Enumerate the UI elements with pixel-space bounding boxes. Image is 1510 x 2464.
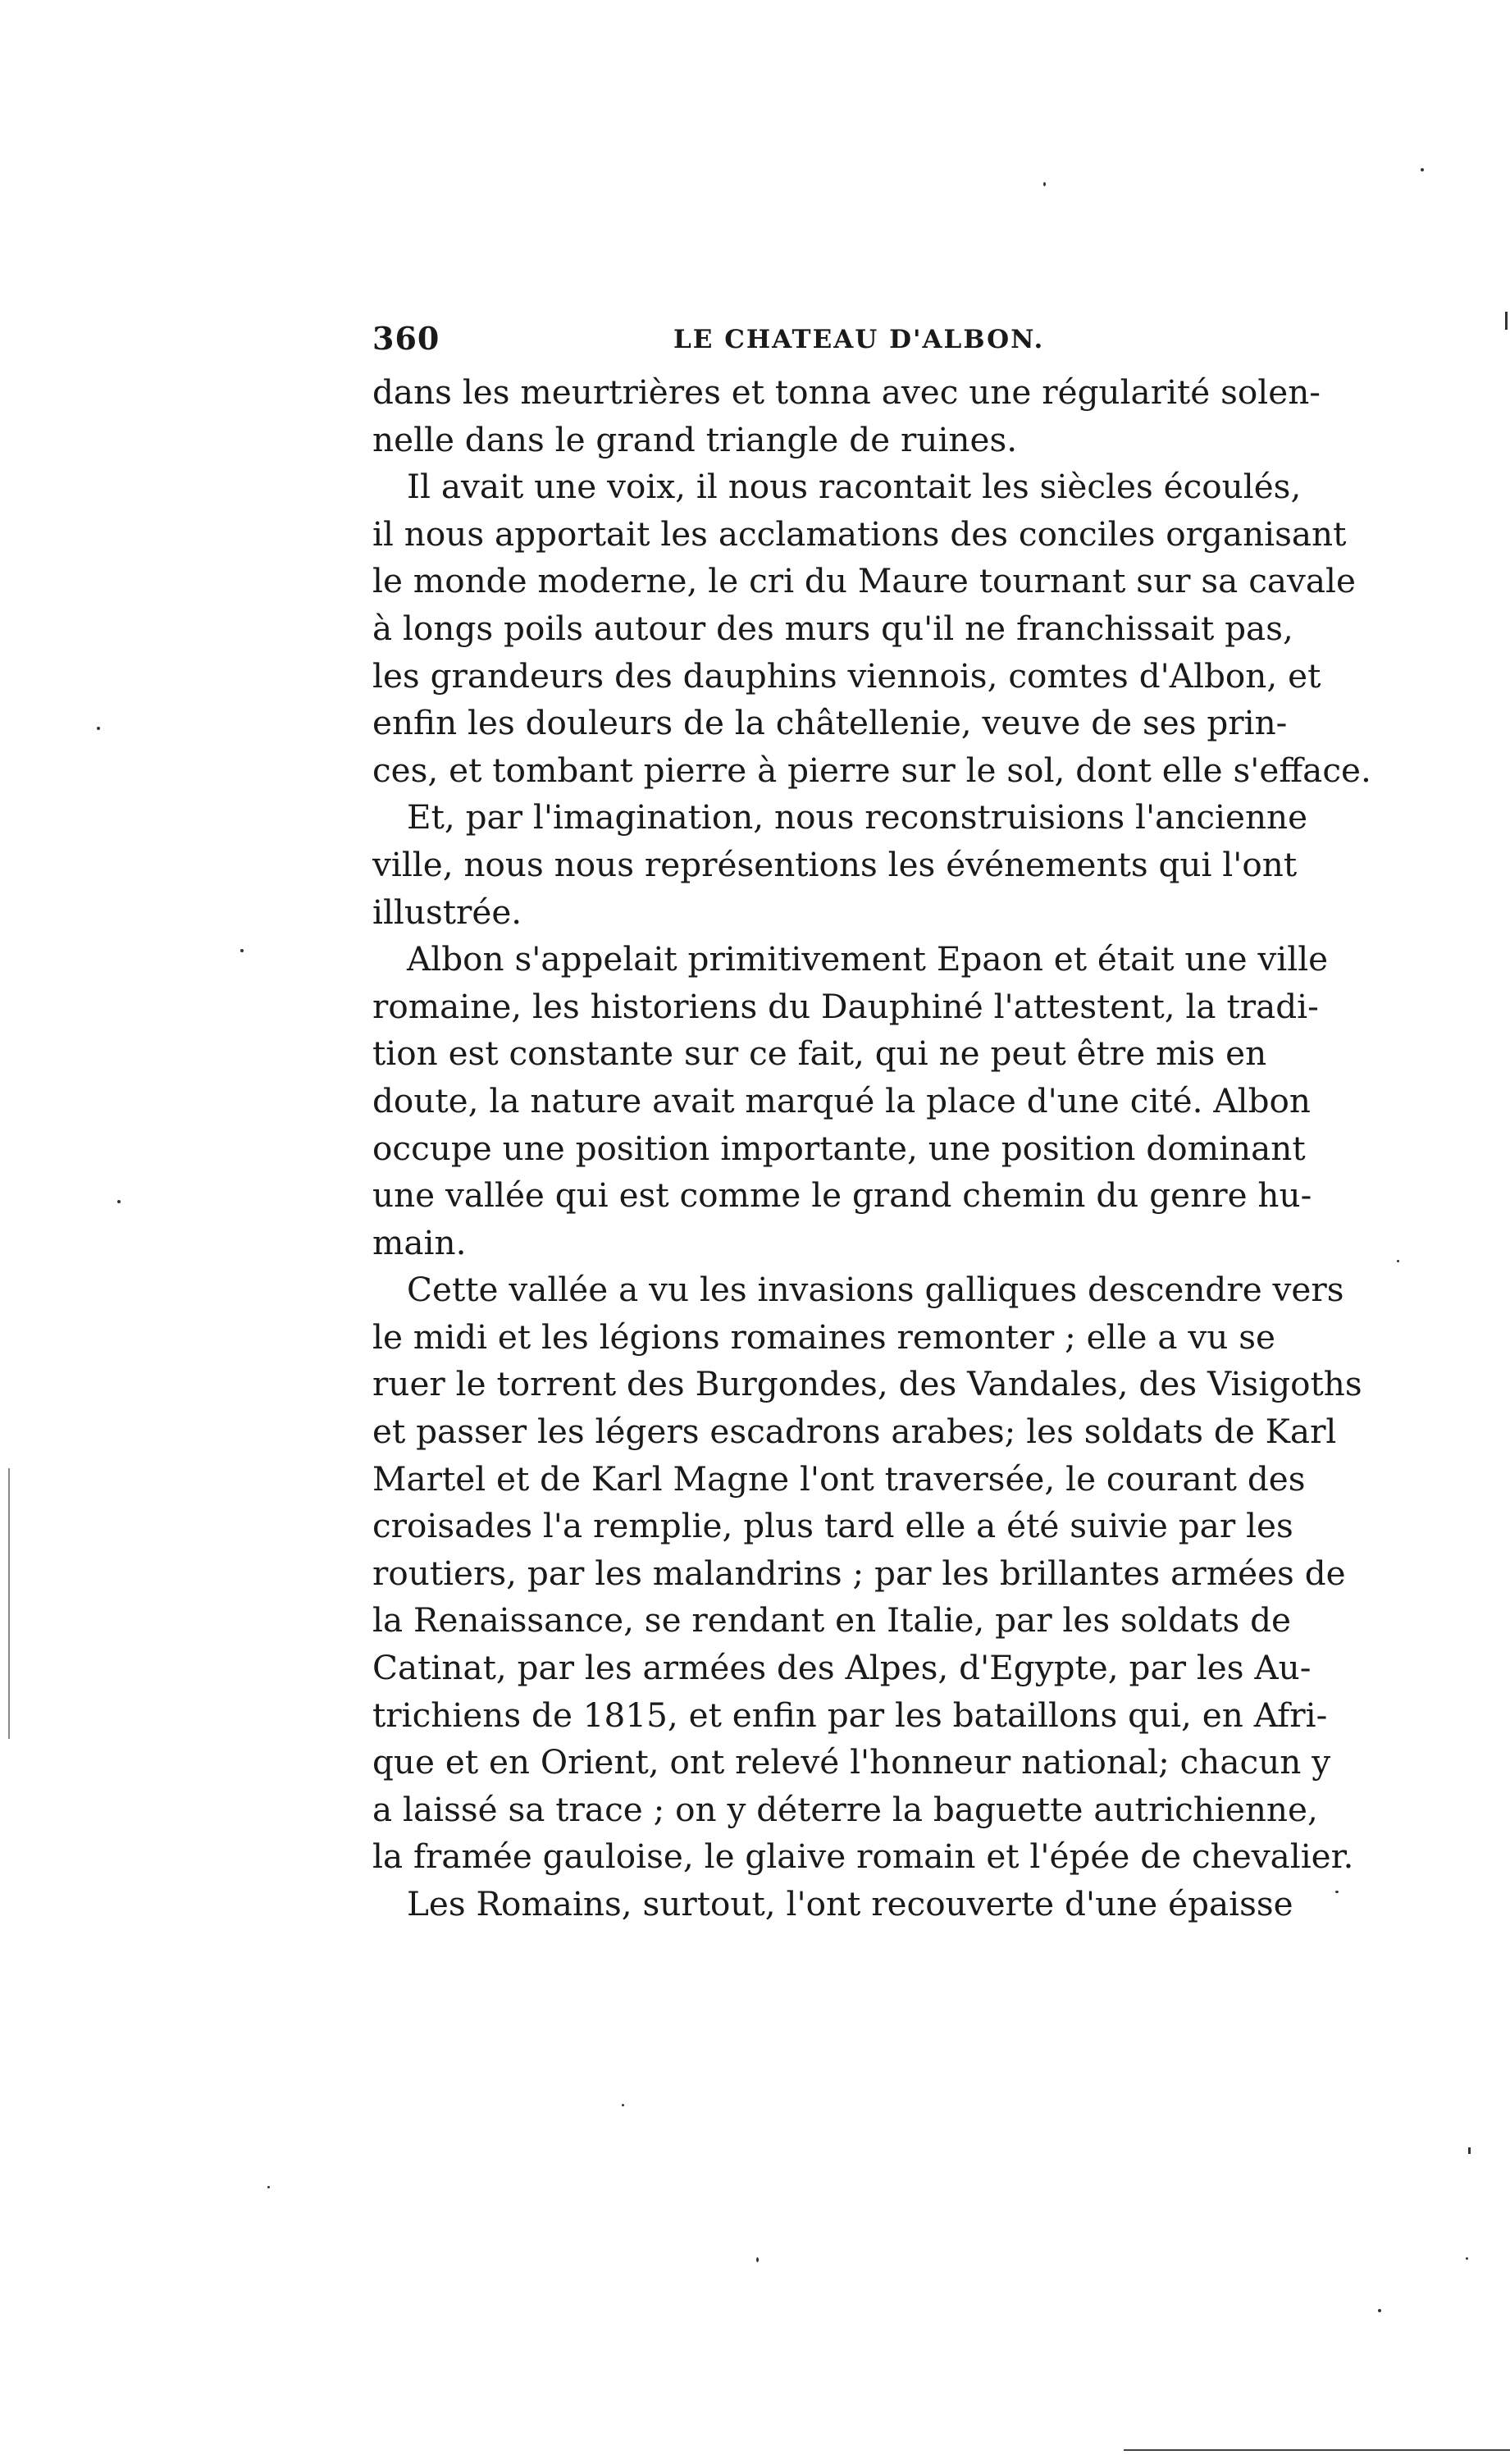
text-line: à longs poils autour des murs qu'il ne franchissait pas, [372, 608, 1293, 648]
text-line: routiers, par les malandrins ; par les brillantes armées de [372, 1553, 1346, 1593]
text-line: trichiens de 1815, et enfin par les bataillons qui, en Afri- [372, 1695, 1328, 1735]
text-line: a laissé sa trace ; on y déterre la baguette autrichienne, [372, 1789, 1318, 1829]
text-line: Albon s'appelait primitivement Epaon et était une ville [407, 939, 1329, 979]
text-line: que et en Orient, ont relevé l'honneur national; chacun y [372, 1742, 1331, 1782]
text-line: ces, et tombant pierre à pierre sur le sol, dont elle s'efface. [372, 750, 1371, 790]
page-header [372, 320, 1266, 363]
page-number: 360 [372, 320, 440, 357]
text-line: ruer le torrent des Burgondes, des Vandales, des Visigoths [372, 1364, 1362, 1404]
text-line: Il avait une voix, il nous racontait les siècles écoulés, [407, 467, 1302, 507]
text-line: croisades l'a remplie, plus tard elle a été suivie par les [372, 1506, 1293, 1546]
text-line: une vallée qui est comme le grand chemin du genre hu- [372, 1175, 1312, 1216]
text-line: ville, nous nous représentions les événements qui l'ont [372, 844, 1298, 884]
text-line: il nous apportait les acclamations des conciles organisant [372, 513, 1347, 554]
text-line: la framée gauloise, le glaive romain et l'épée de chevalier. [372, 1837, 1354, 1877]
text-line: Et, par l'imagination, nous reconstruisions l'ancienne [407, 797, 1308, 837]
text-line: tion est constante sur ce fait, qui ne peut être mis en [372, 1034, 1267, 1074]
text-line: la Renaissance, se rendant en Italie, par les soldats de [372, 1600, 1292, 1640]
running-title: LE CHATEAU D'ALBON. [673, 325, 1045, 354]
scan-edge-mark [8, 1468, 10, 1739]
text-line: occupe une position importante, une position dominant [372, 1128, 1306, 1168]
text-line: main. [372, 1222, 467, 1262]
text-line: Martel et de Karl Magne l'ont traversée, le courant des [372, 1458, 1306, 1499]
text-line: Cette vallée a vu les invasions galliques descendre vers [407, 1270, 1344, 1310]
text-line: les grandeurs des dauphins viennois, comtes d'Albon, et [372, 655, 1321, 696]
text-line: romaine, les historiens du Dauphiné l'attestent, la tradi- [372, 986, 1319, 1026]
body-text [372, 369, 1371, 1928]
text-line: illustrée. [372, 892, 522, 932]
text-line: le midi et les légions romaines remonter ; elle a vu se [372, 1316, 1275, 1357]
text-line: Catinat, par les armées des Alpes, d'Egypte, par les Au- [372, 1648, 1312, 1688]
text-line: Les Romains, surtout, l'ont recouverte d'une épaisse [407, 1884, 1293, 1923]
text-line: et passer les légers escadrons arabes; les soldats de Karl [372, 1412, 1337, 1452]
text-line: dans les meurtrières et tonna avec une régularité solen- [372, 372, 1321, 412]
text-line: le monde moderne, le cri du Maure tournant sur sa cavale [372, 561, 1356, 601]
text-line: nelle dans le grand triangle de ruines. [372, 419, 1018, 459]
text-line: enfin les douleurs de la châtellenie, veuve de ses prin- [372, 703, 1288, 743]
scan-bottom-line [1124, 2449, 1510, 2451]
text-line: doute, la nature avait marqué la place d'une cité. Albon [372, 1080, 1311, 1120]
